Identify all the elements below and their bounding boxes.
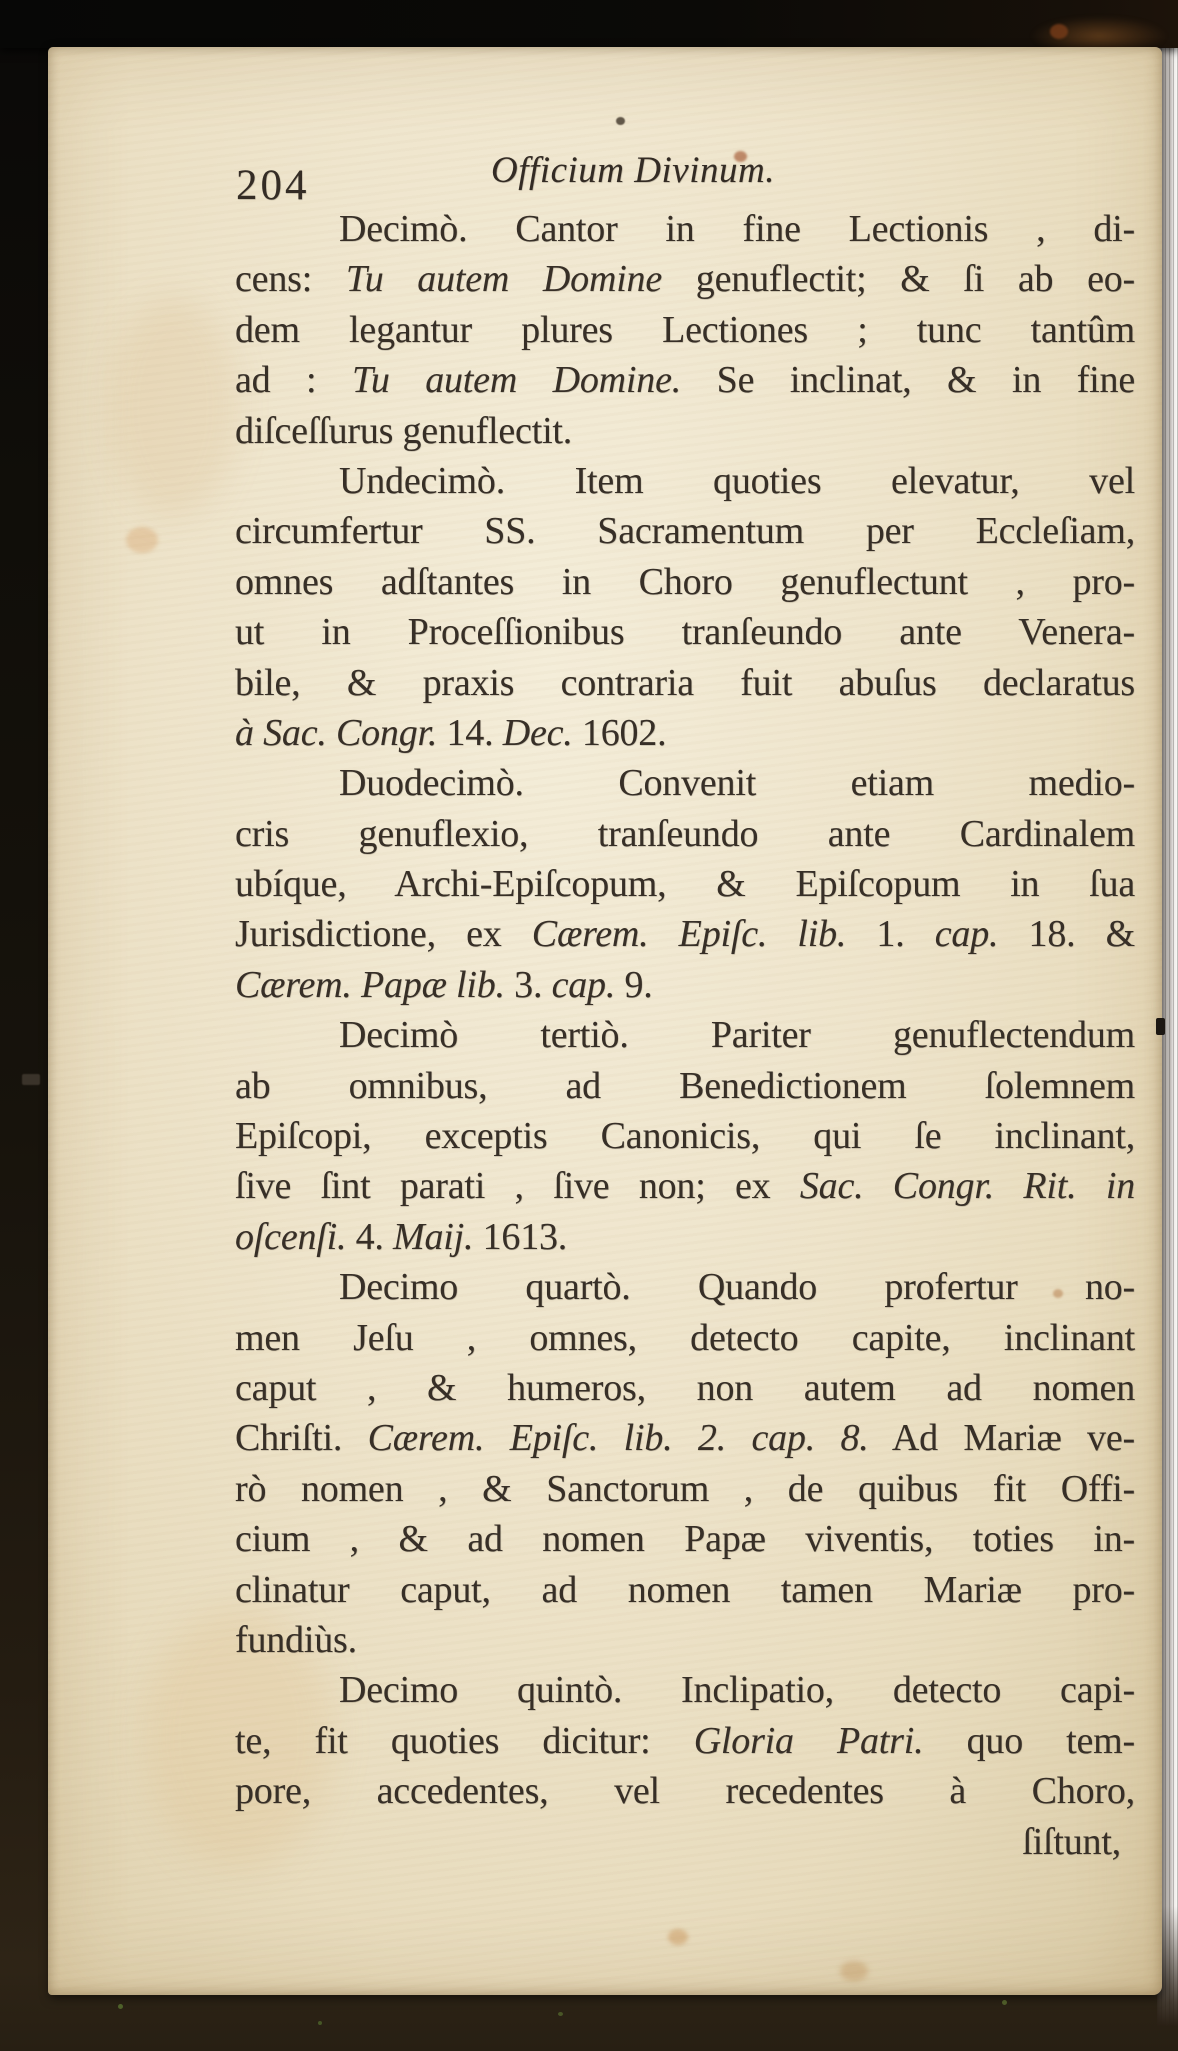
text-line	[235, 1061, 1135, 1111]
text-line	[235, 1464, 1135, 1514]
edge-mark	[22, 1074, 40, 1085]
text-line	[235, 305, 1135, 355]
italic-text: Gloria Patri.	[693, 1719, 924, 1762]
italic-text: Cærem. Epiſc. lib. 2. cap. 8.	[367, 1417, 869, 1460]
text-line	[235, 254, 1135, 304]
italic-text: Tu autem Domine.	[351, 359, 682, 402]
text-line	[235, 658, 1135, 708]
roman-text: Duodecimò. Convenit etiam medio-	[339, 762, 1135, 805]
roman-text: 1613.	[473, 1215, 568, 1258]
book-page	[48, 47, 1162, 1995]
italic-text: Cærem. Epiſc. lib.	[531, 913, 847, 956]
roman-text: Undecimò. Item quoties elevatur, vel	[339, 459, 1135, 502]
italic-text: Dec.	[502, 711, 573, 754]
edge-mark	[1156, 1018, 1165, 1035]
text-line	[235, 557, 1135, 607]
roman-text: 3.	[504, 963, 552, 1006]
roman-text: genuflectit; & ſi ab eo-	[662, 258, 1135, 301]
cloth-speck	[1002, 2000, 1007, 2005]
body-text	[235, 204, 1135, 1867]
roman-text: ſive ſint parati , ſive non; ex	[235, 1165, 800, 1208]
roman-text: dem legantur plures Lectiones ; tunc tantûm	[235, 308, 1135, 351]
text-line	[235, 960, 1135, 1010]
roman-text: Jurisdictione, ex	[235, 913, 532, 956]
roman-text: Epiſcopi, exceptis Canonicis, qui ſe inclinant,	[235, 1115, 1135, 1158]
roman-text: 14.	[437, 711, 503, 754]
text-line	[235, 809, 1135, 859]
roman-text: ad :	[235, 359, 352, 402]
roman-text: te, fit quoties dicitur:	[235, 1719, 694, 1762]
roman-text: diſceſſurus genuflectit.	[235, 409, 573, 452]
roman-text: omnes adſtantes in Choro genuflectunt , pro-	[235, 560, 1135, 603]
text-line	[235, 1766, 1135, 1816]
foxing-stain	[840, 1961, 868, 1981]
roman-text: Se inclinat, & in fine	[681, 359, 1135, 402]
roman-text: pore, accedentes, vel recedentes à Choro,	[235, 1770, 1135, 1813]
roman-text: Decimò tertiò. Pariter genuflectendum	[339, 1014, 1135, 1057]
page-header	[48, 47, 1162, 207]
italic-text: cap.	[934, 913, 999, 956]
foxing-stain	[1050, 24, 1068, 39]
foxing-stain	[126, 527, 158, 553]
roman-text: 9.	[615, 963, 653, 1006]
cloth-speck	[318, 2021, 322, 2025]
text-line	[235, 758, 1135, 808]
roman-text: 4.	[346, 1215, 394, 1258]
italic-text: Maij.	[393, 1215, 474, 1258]
roman-text: fundiùs.	[235, 1618, 357, 1661]
roman-text: ab omnibus, ad Benedictionem ſolemnem	[235, 1064, 1135, 1107]
foxing-stain	[668, 1929, 688, 1945]
catchword: ſiſtunt,	[1022, 1820, 1121, 1863]
italic-text: cap.	[551, 963, 616, 1006]
roman-text: 1602.	[572, 711, 667, 754]
text-line	[235, 607, 1135, 657]
text-line	[235, 909, 1135, 959]
roman-text: men Jeſu , omnes, detecto capite, inclinant	[235, 1316, 1135, 1359]
roman-text: rò nomen , & Sanctorum , de quibus fit Offi-	[235, 1467, 1135, 1510]
paper-discoloration	[108, 297, 238, 517]
text-line	[235, 1665, 1135, 1715]
text-line	[235, 204, 1135, 254]
italic-text: oſcenſi.	[235, 1215, 347, 1258]
roman-text: Decimo quintò. Inclipatio, detecto capi-	[339, 1669, 1135, 1712]
text-line	[235, 406, 1135, 456]
running-title: Officium Divinum.	[491, 150, 775, 191]
cloth-speck	[558, 2012, 563, 2016]
text-line	[235, 1413, 1135, 1463]
roman-text: clinatur caput, ad nomen tamen Mariæ pro-	[235, 1568, 1135, 1611]
roman-text: caput , & humeros, non autem ad nomen	[235, 1366, 1135, 1409]
text-line	[235, 1716, 1135, 1766]
roman-text: ut in Proceſſionibus tranſeundo ante Venera-	[235, 611, 1135, 654]
text-line	[235, 1313, 1135, 1363]
italic-text: Tu autem Domine	[345, 258, 663, 301]
roman-text: 1.	[846, 913, 935, 956]
roman-text: circumfertur SS. Sacramentum per Eccleſiam,	[235, 510, 1135, 553]
text-line	[235, 1111, 1135, 1161]
text-line	[235, 708, 1135, 758]
text-line	[235, 355, 1135, 405]
roman-text: cens:	[235, 258, 346, 301]
roman-text: Decimò. Cantor in fine Lectionis , di-	[339, 208, 1135, 250]
roman-text: cium , & ad nomen Papæ viventis, toties in-	[235, 1518, 1135, 1561]
page-number: 204	[236, 162, 310, 209]
text-line	[235, 1363, 1135, 1413]
text-line	[235, 1212, 1135, 1262]
text-line	[235, 456, 1135, 506]
roman-text: Decimo quartò. Quando profertur no-	[339, 1266, 1135, 1309]
roman-text: ubíque, Archi-Epiſcopum, & Epiſcopum in ſua	[235, 863, 1135, 906]
text-line	[235, 1565, 1135, 1615]
text-line	[235, 1161, 1135, 1211]
text-line	[235, 1615, 1135, 1665]
text-line	[235, 1010, 1135, 1060]
text-line	[235, 1262, 1135, 1312]
roman-text: bile, & praxis contraria fuit abuſus declaratus	[235, 661, 1135, 704]
roman-text: cris genuflexio, tranſeundo ante Cardinalem	[235, 812, 1135, 855]
roman-text: Chriſti.	[235, 1417, 368, 1460]
scan-top-shadow	[0, 0, 1178, 48]
paragraph-lines	[235, 204, 1135, 1817]
italic-text: Sac. Congr. Rit. in	[799, 1165, 1136, 1208]
text-line	[235, 1514, 1135, 1564]
italic-text: à Sac. Congr.	[235, 711, 438, 754]
cloth-speck	[118, 2004, 123, 2009]
roman-text: quo tem-	[923, 1719, 1135, 1762]
roman-text: Ad Mariæ ve-	[868, 1417, 1135, 1460]
italic-text: Cærem. Papæ lib.	[235, 963, 505, 1006]
roman-text: 18. &	[998, 913, 1136, 956]
text-line	[235, 506, 1135, 556]
text-line	[235, 859, 1135, 909]
